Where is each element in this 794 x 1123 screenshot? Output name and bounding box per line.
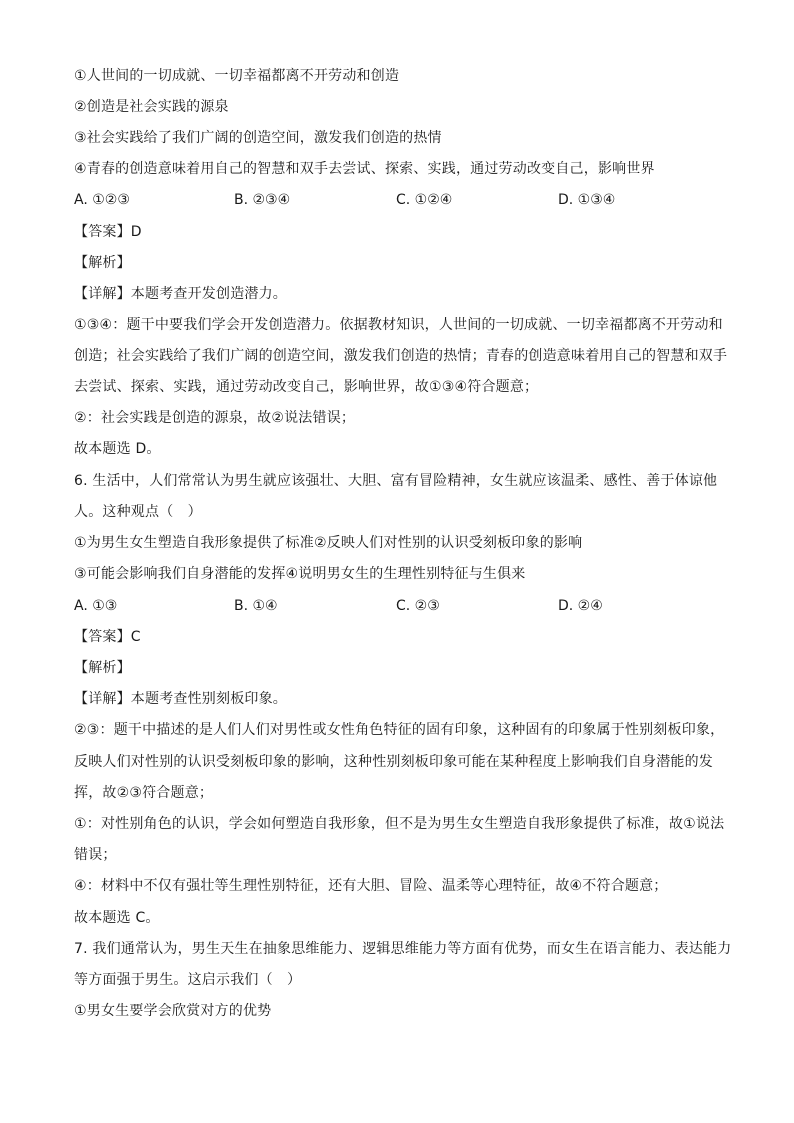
q6-explanation-line: ②③：题干中描述的是人们人们对男性或女性角色特征的固有印象，这种固有的印象属于性别刻板印象， xyxy=(74,722,725,738)
q5-conclusion: 故本题选 D。 xyxy=(74,441,161,457)
q5-item-4: ④青春的创造意味着用自己的智慧和双手去尝试、探索、实践，通过劳动改变自己，影响世界 xyxy=(74,161,655,177)
q5-option-d: D. ①③④ xyxy=(558,192,616,208)
q5-option-a: A. ①②③ xyxy=(74,192,130,208)
q6-conclusion: 故本题选 C。 xyxy=(74,910,160,926)
q6-detail: 【详解】本题考查性别刻板印象。 xyxy=(74,691,287,707)
q6-stem-line: 6. 生活中，人们常常认为男生就应该强壮、大胆、富有冒险精神，女生就应该温柔、感性、善于体谅他 xyxy=(74,473,718,489)
q5-option-c: C. ①②④ xyxy=(396,192,453,208)
q7-item-1: ①男女生要学会欣赏对方的优势 xyxy=(74,1003,272,1019)
q5-item-1: ①人世间的一切成就、一切幸福都离不开劳动和创造 xyxy=(74,68,400,84)
q5-options xyxy=(74,190,734,210)
q6-option-d: D. ②④ xyxy=(558,598,603,614)
q6-options xyxy=(74,596,734,616)
q6-explanation-line: 错误； xyxy=(74,847,117,863)
q6-explanation-line: ①：对性别角色的认识，学会如何塑造自我形象，但不是为男生女生塑造自我形象提供了标准，故①说法 xyxy=(74,816,725,832)
q7-stem-line: 7. 我们通常认为，男生天生在抽象思维能力、逻辑思维能力等方面有优势，而女生在语言能力、表达能力 xyxy=(74,941,732,957)
q6-items-line: ③可能会影响我们自身潜能的发挥④说明男女生的生理性别特征与生俱来 xyxy=(74,566,526,582)
q5-explanation-line: ②：社会实践是创造的源泉，故②说法错误； xyxy=(74,410,356,426)
q7-stem-line: 等方面强于男生。这启示我们（ ） xyxy=(74,972,302,988)
q5-explanation-line: 去尝试、探索、实践，通过劳动改变自己，影响世界，故①③④符合题意； xyxy=(74,379,539,395)
q6-explanation-line: ④：材料中不仅有强壮等生理性别特征，还有大胆、冒险、温柔等心理特征，故④不符合题意； xyxy=(74,878,668,894)
q6-option-b: B. ①④ xyxy=(234,598,278,614)
q5-option-b: B. ②③④ xyxy=(234,192,291,208)
q5-item-2: ②创造是社会实践的源泉 xyxy=(74,99,229,115)
q5-analysis-label: 【解析】 xyxy=(74,255,131,271)
q5-answer: 【答案】D xyxy=(74,224,142,240)
q5-detail: 【详解】本题考查开发创造潜力。 xyxy=(74,286,287,302)
q6-option-a: A. ①③ xyxy=(74,598,118,614)
q6-analysis-label: 【解析】 xyxy=(74,660,131,676)
q6-option-c: C. ②③ xyxy=(396,598,440,614)
q5-explanation-line: ①③④：题干中要我们学会开发创造潜力。依据教材知识，人世间的一切成就、一切幸福都离不开劳动和 xyxy=(74,317,723,333)
q6-explanation-line: 挥，故②③符合题意； xyxy=(74,785,214,801)
q5-item-3: ③社会实践给了我们广阔的创造空间，激发我们创造的热情 xyxy=(74,130,442,146)
q6-stem-line: 人。这种观点（ ） xyxy=(74,504,202,520)
q6-explanation-line: 反映人们对性别的认识受刻板印象的影响，这种性别刻板印象可能在某种程度上影响我们自身潜能的发 xyxy=(74,754,713,770)
q6-answer: 【答案】C xyxy=(74,629,141,645)
q6-items-line: ①为男生女生塑造自我形象提供了标准②反映人们对性别的认识受刻板印象的影响 xyxy=(74,535,583,551)
q5-explanation-line: 创造；社会实践给了我们广阔的创造空间，激发我们创造的热情；青春的创造意味着用自己的智慧和双手 xyxy=(74,348,728,364)
